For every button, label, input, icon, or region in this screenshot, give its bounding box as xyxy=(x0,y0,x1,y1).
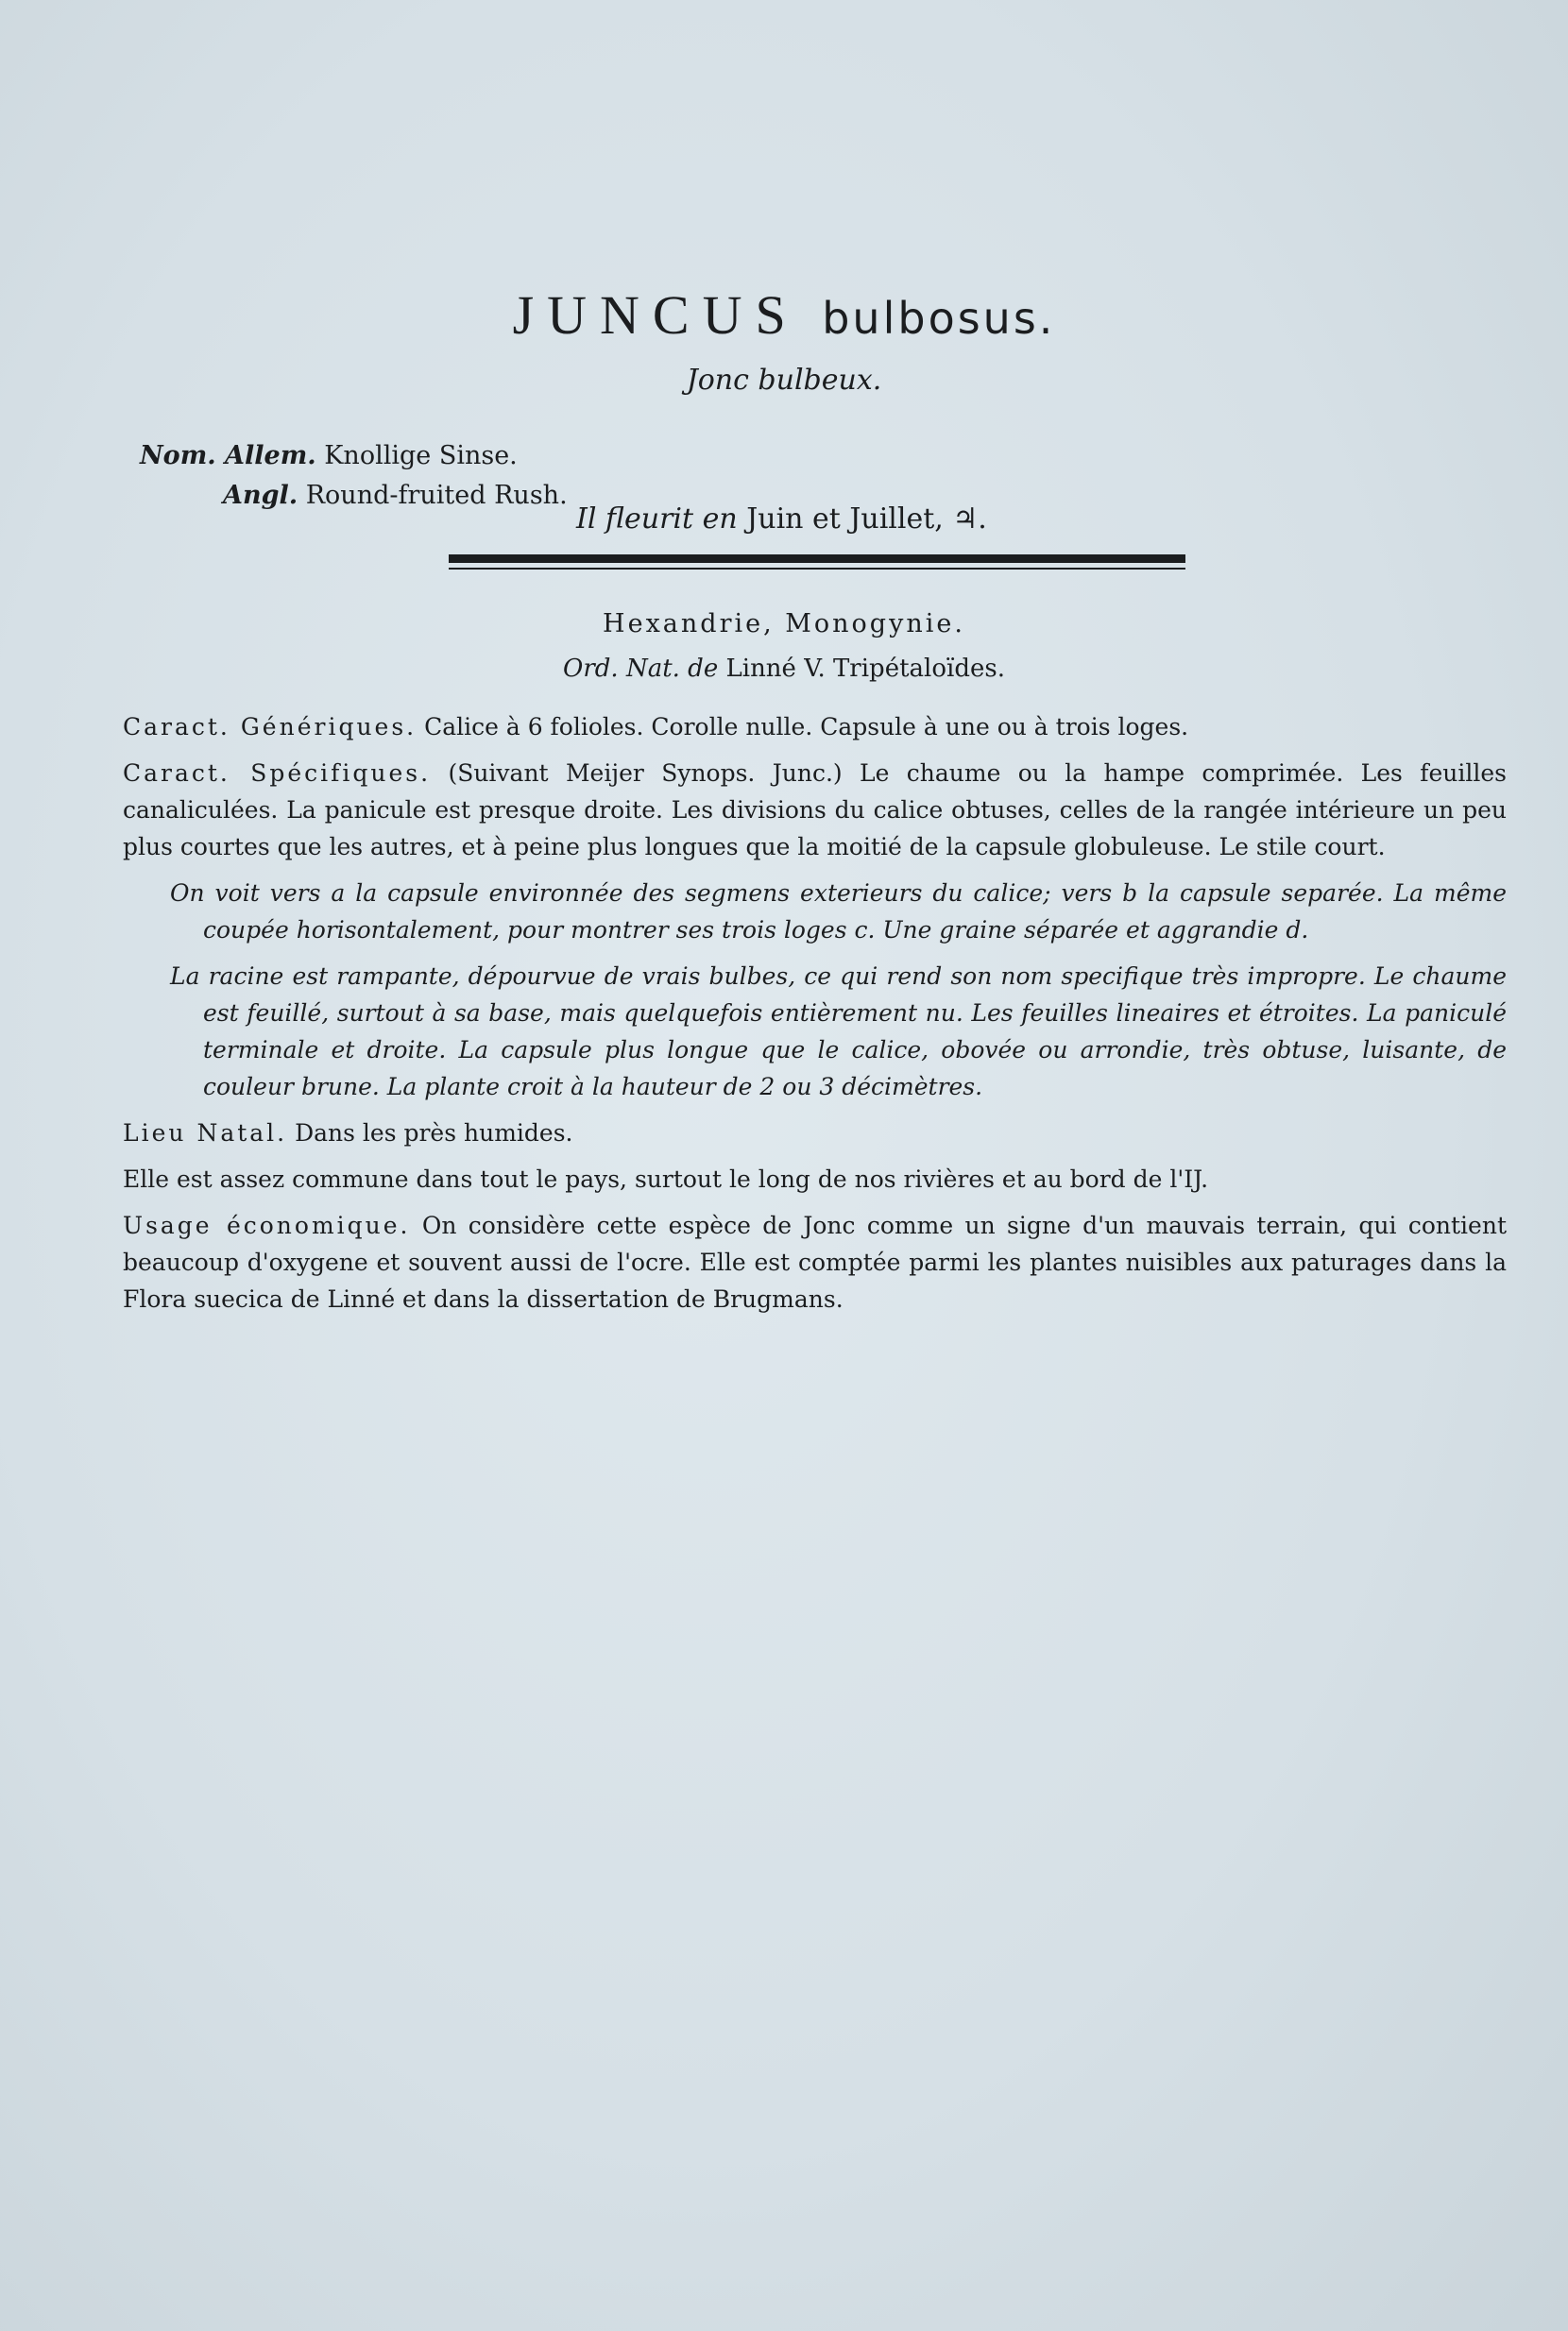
nom-allem-label: Nom. Allem. xyxy=(140,441,316,470)
description-body xyxy=(123,708,1507,1327)
distribution: Elle est assez commune dans tout le pays, surtout le long de nos rivières et au bord de l'IJ. xyxy=(123,1166,1209,1193)
title-species: bulbosus. xyxy=(822,293,1056,344)
habitat-label: Lieu Natal. xyxy=(123,1119,288,1147)
order-prefix: Ord. Nat. de xyxy=(563,655,719,683)
generic-label: Caract. Génériques. xyxy=(123,713,418,740)
common-name: Jonc bulbeux. xyxy=(686,364,882,397)
german-name-row xyxy=(140,436,568,476)
specific-label: Caract. Spécifiques. xyxy=(123,759,432,787)
specific-text: (Suivant Meijer Synops. Junc.) Le chaume ou la hampe comprimée. Les feuilles canaliculées. La panicule est presque droite. Les divisions du calice obtuses, celles de la rangée intérieure un peu plus courtes que les autres, et à peine plus longues que la moitié de la capsule globuleuse. Le stile court. xyxy=(123,759,1507,860)
specific-characters xyxy=(123,755,1507,865)
divider-rule xyxy=(449,554,1185,570)
title-genus: JUNCUS xyxy=(512,284,799,346)
vernacular-names xyxy=(140,436,568,516)
habitat-text: Dans les près humides. xyxy=(295,1119,573,1147)
flowering-text: Juin et Juillet, ♃. xyxy=(746,502,987,536)
linnaean-class: Hexandrie, Monogynie. xyxy=(603,609,965,638)
german-name: Knollige Sinse. xyxy=(324,441,518,470)
english-name: Round-fruited Rush. xyxy=(305,481,568,510)
plant-description: La racine est rampante, dépourvue de vrais bulbes, ce qui rend son nom specifique très impropre. Le chaume est feuillé, surtout à sa base, mais quelquefois entièrement nu. Les feuilles lineaires et étroites. La paniculé terminale et droite. La capsule plus longue que le calice, obovée ou arrondie, très obtuse, luisante, de couleur brune. La plante croit à la hauteur de 2 ou 3 décimètres. xyxy=(170,962,1507,1100)
angl-label: Angl. xyxy=(223,481,298,510)
page-title xyxy=(0,283,1568,347)
usage-text: On considère cette espèce de Jonc comme un signe d'un mauvais terrain, qui contient beaucoup d'oxygene et souvent aussi de l'ocre. Elle est comptée parmi les plantes nuisibles aux paturages dans la Flora suecica de Linné et dans la dissertation de Brugmans. xyxy=(123,1212,1507,1313)
generic-text: Calice à 6 folioles. Corolle nulle. Capsule à une ou à trois loges. xyxy=(424,713,1189,740)
flowering-prefix: Il fleurit en xyxy=(576,502,738,536)
usage-label: Usage économique. xyxy=(123,1212,411,1239)
figure-note: On voit vers a la capsule environnée des segmens exterieurs du calice; vers b la capsule separée. La même coupée horisontalement, pour montrer ses trois loges c. Une graine séparée et aggrandie d. xyxy=(170,879,1507,944)
generic-characters xyxy=(123,708,1507,745)
order-text: Linné V. Tripétaloïdes. xyxy=(725,655,1005,683)
economic-usage xyxy=(123,1207,1507,1318)
flowering-season xyxy=(576,502,987,536)
natural-order xyxy=(0,655,1568,683)
english-name-row xyxy=(140,476,568,516)
habitat xyxy=(123,1114,1507,1151)
